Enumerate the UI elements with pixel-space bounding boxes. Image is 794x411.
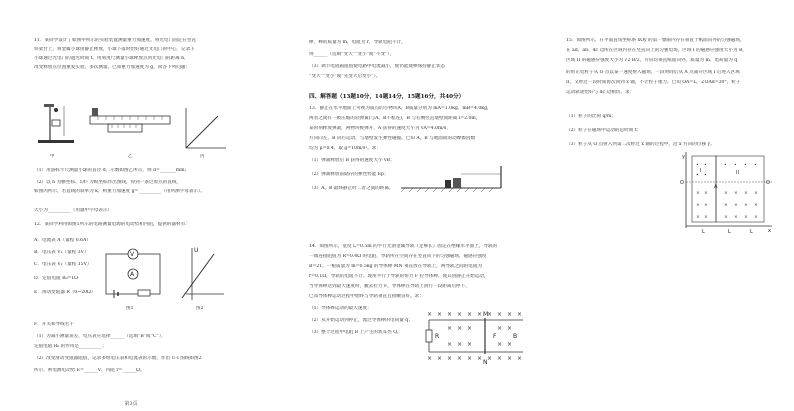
svg-text:•: • <box>734 163 737 168</box>
q12-fig-ui-graph <box>176 244 226 302</box>
svg-text:×: × <box>427 355 433 362</box>
label-B: B <box>513 333 518 340</box>
q12-line-8: 定值电阻 R₀ 的作用是__________； <box>34 344 107 349</box>
svg-text:×: × <box>754 191 758 196</box>
svg-text:•: • <box>724 163 727 168</box>
q11-line-3: 改变释放点位置重复实验，多次测量。已知重力加速度为 g，回答下列问题： <box>34 65 190 70</box>
label-M: M <box>483 311 489 318</box>
q13-line-7: （3）A、B 最终静止时二者之间的距离。 <box>309 186 394 191</box>
svg-text:×: × <box>457 355 463 362</box>
svg-text:×: × <box>734 203 738 208</box>
svg-text:×: × <box>487 311 493 318</box>
svg-text:•: • <box>696 173 699 178</box>
svg-text:×: × <box>704 191 708 196</box>
svg-text:A: A <box>130 271 135 278</box>
svg-text:×: × <box>517 355 523 362</box>
svg-text:×: × <box>507 341 513 348</box>
q11-line-7: 大小为__________（用题中字母表示） <box>34 208 113 213</box>
q13-line-4: 均为 μ=0.4，取 g=10m/s²。求： <box>309 146 381 151</box>
q12-line-5: E．滑动变阻器 R（0~20Ω） <box>34 290 96 295</box>
q12-line-3: C．电压表 V₂（量程 15V） <box>34 262 92 267</box>
svg-text:×: × <box>734 215 738 220</box>
label-O2: O <box>766 180 770 186</box>
svg-text:×: × <box>754 215 758 220</box>
column-1 <box>0 0 262 411</box>
q14-line-8: （3）整个过程中电阻 R 上产生的焦耳热 Q。 <box>309 330 402 335</box>
svg-text:×: × <box>517 311 523 318</box>
svg-text:×: × <box>497 341 503 348</box>
q11-line-1: 铁架台上，将金属小球由静止释放，小球下落时恰好通过光电门的中心，记录下 <box>34 47 195 52</box>
q13-line-3: 方向向左，B 向右运动，与墙壁发生弹性碰撞。已知 A、B 与地面间的动摩擦因数 <box>309 136 476 141</box>
svg-text:×: × <box>724 215 728 220</box>
q11-line-5: （2）以 h 为横坐标、1/t² 为纵坐标作出图线，得到一条过原点的直线， <box>34 180 182 185</box>
label-L3: L <box>750 229 753 234</box>
q13-line-0: 13．静止在水平地面上可视为质点的小物块A、B质量分别为 mA=1.0kg、mB=4.0kg， <box>309 106 492 111</box>
label-y: y <box>682 154 685 160</box>
svg-text:×: × <box>744 215 748 220</box>
label-O1: O <box>680 180 684 186</box>
top-line-3: “变大”“变小”或“先变大后变小”）。 <box>309 74 381 79</box>
svg-text:×: × <box>447 325 453 332</box>
page-number: 第3页 <box>124 401 138 407</box>
q15-line-1: 在 ad、ab、dc 边所在区域内存在竖直向上的匀强电场，区域 I 的磁感应强度大小为 B， <box>566 48 747 53</box>
svg-text:×: × <box>744 191 748 196</box>
svg-text:×: × <box>744 203 748 208</box>
fig-label-jia: 甲 <box>50 154 55 159</box>
q15-line-6: （1）粒子的比荷 q/m； <box>566 114 616 119</box>
label-x: x <box>768 228 771 234</box>
label-L2: L <box>728 229 731 234</box>
svg-text:•: • <box>704 173 707 178</box>
label-region-I: I <box>700 168 702 174</box>
svg-text:×: × <box>734 191 738 196</box>
q12-line-6: F．开关和导线若干 <box>34 322 74 327</box>
svg-text:×: × <box>447 355 453 362</box>
svg-text:×: × <box>427 311 433 318</box>
svg-text:×: × <box>497 311 503 318</box>
q11-fig-graph <box>180 106 228 152</box>
svg-text:×: × <box>507 311 513 318</box>
fig-label-tu2: 图2 <box>196 306 204 311</box>
svg-text:×: × <box>437 311 443 318</box>
svg-text:•: • <box>704 163 707 168</box>
q15-line-3: 的带正电粒子从 O 点以某一速度射入磁场，一段时间后从 A 点离开区域 I 后进入区域 <box>566 70 740 75</box>
q15-line-4: II，又经过一段时间再次回到 x 轴，不计粒子重力。已知 OA=L，∠OAd=30°，粒子 <box>566 80 741 85</box>
svg-text:•: • <box>696 163 699 168</box>
q12-fig-circuit <box>98 240 168 304</box>
svg-text:×: × <box>704 215 708 220</box>
svg-text:×: × <box>704 203 708 208</box>
top-line-1: 则______（选填“变大”“变小”或“不变”）， <box>309 52 395 57</box>
svg-text:×: × <box>696 191 700 196</box>
svg-text:•: • <box>744 163 747 168</box>
q15-line-7: （2）粒子在磁场中运动的总时间 t； <box>566 128 642 133</box>
label-N: N <box>483 359 488 366</box>
q12-line-1: A．电流表 A（量程 0.6A） <box>34 238 91 243</box>
svg-text:×: × <box>467 355 473 362</box>
svg-text:×: × <box>487 355 493 362</box>
svg-text:×: × <box>457 325 463 332</box>
q13-line-5: （1）弹簧释放后 B 获得的速度大小 vB； <box>309 158 395 163</box>
q14-fig-rails <box>423 306 525 366</box>
q13-line-6: （2）弹簧释放前储存的弹性势能 Ep； <box>309 172 389 177</box>
q11-line-2: 小球通过光电门的遮光时间 t，用刻度尺测量小球释放点到光电门的距离 h， <box>34 56 189 61</box>
q12-line-10: 所示，则电源电动势 E=______V，内阻 r=______Ω。 <box>34 368 145 373</box>
q12-line-2: B．电压表 V₁（量程 3V） <box>34 250 89 255</box>
q14-line-6: （1）导体棒运动的最大速度； <box>309 306 372 311</box>
svg-text:×: × <box>467 341 473 348</box>
column-3 <box>540 0 794 411</box>
q11-fig-jia <box>30 100 80 150</box>
q14-line-4: 当导体棒达到最大速度时，撤去拉力 F，导体棒在导轨上滑行一段距离后停下， <box>309 284 470 289</box>
q12-line-4: D．定值电阻 R₀=1Ω <box>34 276 78 281</box>
q13-fig-blocks <box>397 164 507 194</box>
svg-text:×: × <box>467 325 473 332</box>
q13-line-1: 两者之间有一被压缩的轻弹簧(与A、B不粘连)，B 与右侧竖直墙壁间距离 l=2.0m， <box>309 116 481 121</box>
q14-line-5: 已知导体棒运动过程中始终与导轨垂直且接触良好。求： <box>309 294 424 299</box>
q15-fig-field <box>678 150 774 234</box>
fig-label-tu1: 图1 <box>126 306 134 311</box>
fig-label-bing: 丙 <box>200 154 205 159</box>
svg-text:×: × <box>437 355 443 362</box>
svg-text:×: × <box>477 311 483 318</box>
svg-text:×: × <box>724 203 728 208</box>
svg-text:×: × <box>457 311 463 318</box>
svg-text:×: × <box>447 341 453 348</box>
q14-line-2: B=2T。一根质量为 m=0.5kg 的导体棒 MN 垂直放在导轨上，两导轨之间的电阻为 <box>309 264 483 269</box>
svg-text:×: × <box>497 355 503 362</box>
q14-line-1: 一端连接阻值为 R=0.4Ω 的电阻，导轨所在空间存在竖直向下的匀强磁场，磁感应强度 <box>309 254 487 259</box>
svg-text:×: × <box>754 203 758 208</box>
q15-line-8: （3）粒子从 O 点射入到第二次经过 x 轴的过程中，沿 x 方向的位移 y。 <box>566 142 715 147</box>
svg-text:×: × <box>696 215 700 220</box>
fig-label-yi: 乙 <box>128 154 133 159</box>
svg-text:×: × <box>507 355 513 362</box>
svg-text:V: V <box>130 251 135 258</box>
q12-line-7: （1）为减小测量误差，电压表应选择______（选填“B”或“C”）， <box>34 334 166 339</box>
q11-line-4: （1）用游标卡尺测量小球的直径 d，示数如图乙所示，则 d=_______mm； <box>34 168 190 173</box>
q13-line-2: 某时刻释放弹簧，两物块被弹开，A 获得的速度大小为 vA=4.0m/s， <box>309 126 451 131</box>
q15-line-5: 运动轨迹恰好与 dc 边相切，求： <box>566 90 635 95</box>
q14-line-7: （2）从开始运动到停止，流过导体棒的电荷量 q； <box>309 318 413 323</box>
svg-text:×: × <box>696 203 700 208</box>
q15-line-0: 15．如图所示，在平面直角坐标系 xOy 的第一象限内存在垂直于纸面向外的匀强磁场， <box>566 38 745 43</box>
svg-text:×: × <box>467 311 473 318</box>
column-2 <box>265 0 537 411</box>
svg-text:×: × <box>477 355 483 362</box>
label-A: A <box>714 184 718 190</box>
label-F: F <box>493 333 497 340</box>
q11-fig-caliper <box>88 108 174 148</box>
svg-text:×: × <box>724 191 728 196</box>
svg-text:×: × <box>457 341 463 348</box>
q11-line-0: 11．某同学设计了如图甲所示的实验装置测量重力加速度。将光电门固定在竖直 <box>34 38 197 43</box>
svg-text:×: × <box>447 311 453 318</box>
q11-line-6: 如图丙所示，若直线的斜率为 k，则重力加速度 g=__________（用所测字母表示）。 <box>34 189 205 194</box>
q14-line-0: 14．如图所示，宽度 L=0.5m 的平行光滑金属导轨（足够长）固定在绝缘水平面上，导轨的 <box>309 244 498 249</box>
svg-text:×: × <box>507 325 513 332</box>
svg-text:U: U <box>194 247 199 254</box>
q15-line-2: 区域 II 的磁感应强度大小为 √2 B/2，方向均垂直纸面向外。质量为 m、电荷量为 q <box>566 58 738 63</box>
top-line-0: 棒，棒的质量为 m，电阻为 r，导轨电阻不计， <box>309 40 406 45</box>
label-R: R <box>435 333 440 340</box>
q12-line-0: 12．某同学利用如图1所示的电路测量电源的电动势和内阻，提供的器材有： <box>34 222 190 227</box>
label-region-II: II <box>736 170 739 176</box>
q14-line-3: r=0.1Ω，导轨的电阻不计。现用平行于导轨的恒力 F 拉导体棒，使其由静止开始运动， <box>309 274 489 279</box>
svg-text:•: • <box>754 163 757 168</box>
label-L1: L <box>702 229 705 234</box>
section-title: 四、解答题（13题10分，14题14分，15题16分，共40分） <box>309 94 465 100</box>
q12-line-9: （2）改变滑动变阻器阻值，记录多组电压表和电流表的示数，作出 U-I 图线如图2 <box>34 356 202 361</box>
top-line-2: （3）调节电阻箱阻值使电路中电流减小，使仍能使棒保持静止状态 <box>309 64 446 69</box>
svg-text:×: × <box>497 325 503 332</box>
